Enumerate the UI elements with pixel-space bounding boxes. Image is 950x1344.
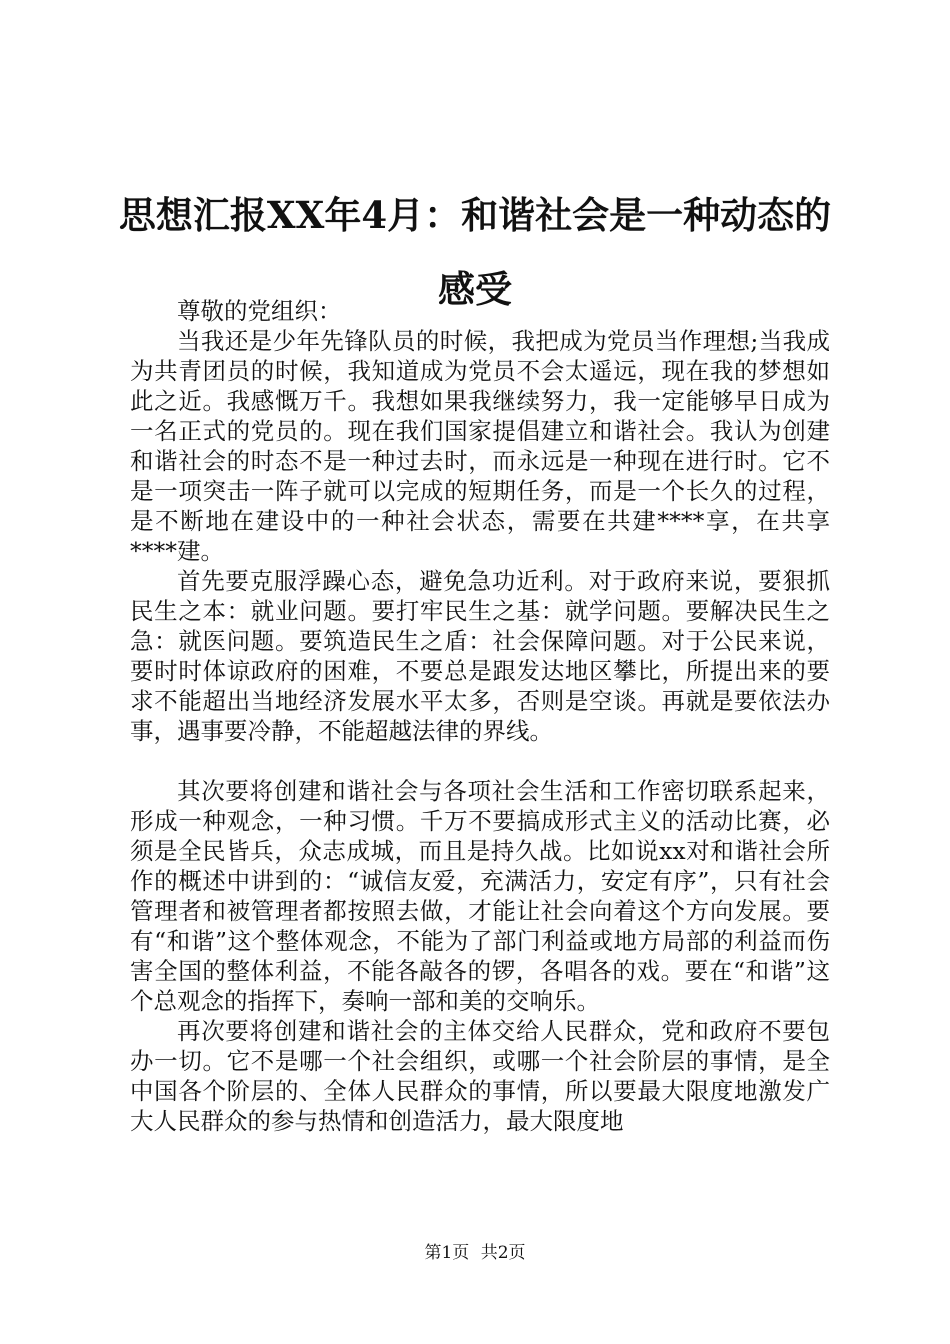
page-footer bbox=[0, 1242, 950, 1264]
paragraph: 当我还是少年先锋队员的时候，我把成为党员当作理想;当我成为共青团员的时候，我知道成为党员不会太遥远，现在我的梦想如此之近。我感慨万千。我想如果我继续努力，我一定能够早日成为一名正式的党员的。现在我们国家提倡建立和谐社会。我认为创建和谐社会的时态不是一种过去时，而永远是一种现在进行时。它不是一项突击一阵子就可以完成的短期任务，而是一个长久的过程，是不断地在建设中的一种社会状态，需要在共建****享，在共享****建。 bbox=[130, 327, 830, 565]
document-body bbox=[130, 296, 830, 1136]
paragraph: 再次要将创建和谐社会的主体交给人民群众，党和政府不要包办一切。它不是哪一个社会组织，或哪一个社会阶层的事情，是全中国各个阶层的、全体人民群众的事情，所以要最大限度地激发广大人民群众的参与热情和创造活力，最大限度地 bbox=[130, 1017, 830, 1135]
paragraph: 首先要克服浮躁心态，避免急功近利。对于政府来说，要狠抓民生之本：就业问题。要打牢民生之基：就学问题。要解决民生之急：就医问题。要筑造民生之盾：社会保障问题。对于公民来说，要时时体谅政府的困难，不要总是跟发达地区攀比，所提出来的要求不能超出当地经济发展水平太多，否则是空谈。再就是要依法办事，遇事要冷静，不能超越法律的界线。 bbox=[130, 567, 830, 745]
paragraph: 其次要将创建和谐社会与各项社会生活和工作密切联系起来，形成一种观念，一种习惯。千万不要搞成形式主义的活动比赛，必须是全民皆兵，众志成城，而且是持久战。比如说xx对和谐社会所作的概述中讲到的：“诚信友爱，充满活力，安定有序”，只有社会管理者和被管理者都按照去做，才能让社会向着这个方向发展。要有“和谐”这个整体观念，不能为了部门利益或地方局部的利益而伤害全国的整体利益，不能各敲各的锣，各唱各的戏。要在“和谐”这个总观念的指挥下，奏响一部和美的交响乐。 bbox=[130, 777, 830, 1015]
title-line-2: 感受 bbox=[438, 267, 512, 311]
title-line-1: 思想汇报XX年4月：和谐社会是一种动态的 bbox=[118, 193, 832, 237]
salutation: 尊敬的党组织： bbox=[177, 297, 342, 325]
page-total: 共2页 bbox=[480, 1243, 526, 1263]
page-number: 第1页 bbox=[424, 1243, 470, 1263]
